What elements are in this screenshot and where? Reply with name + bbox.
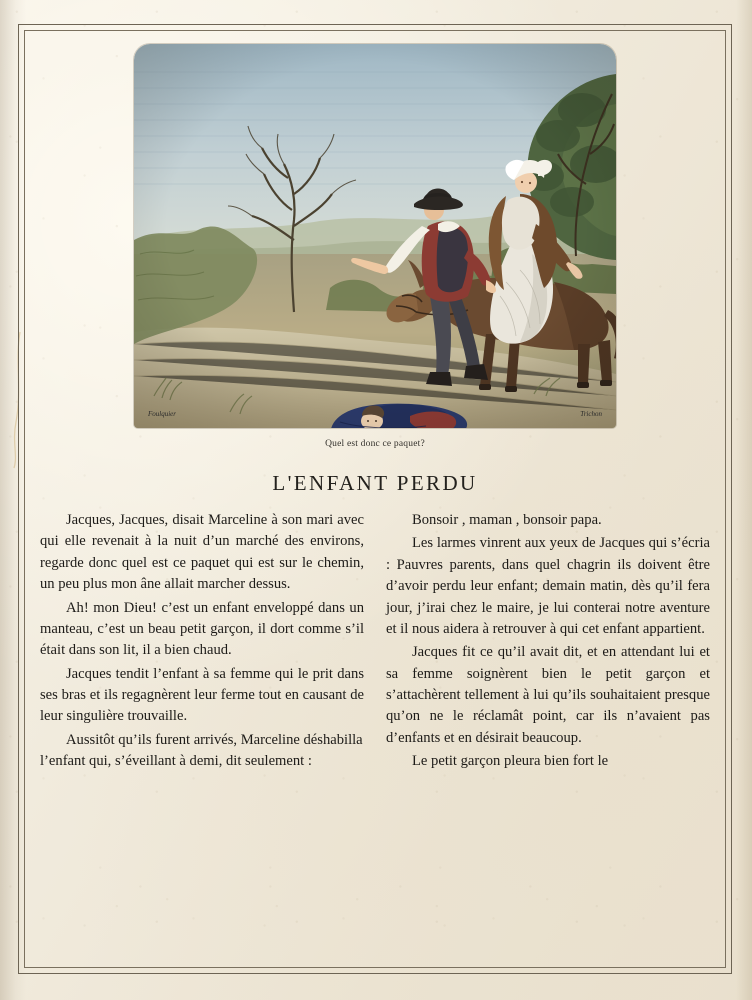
column-left — [40, 510, 364, 773]
paragraph: Le petit garçon pleura bien fort le — [412, 753, 609, 770]
illustration-block — [134, 44, 616, 449]
page-right-edge-shadow — [736, 0, 752, 1000]
paragraph: Ah! mon Dieu! c’est un enfant enveloppé dans un manteau, c’est un beau petit garçon, il dort comme s’il était dans son lit, il a bien chaud. — [40, 599, 364, 659]
paragraph: Jacques fit ce qu’il avait dit, et en attendant lui et sa femme soignèrent bien le petit garçon et s’attachèrent tellement à lui qu’ils souhaitaient presque qu’on ne le réclamât point, car ils n’avaient pas d’enfants et en désirait beaucoup. — [386, 644, 710, 746]
paragraph: Jacques tendit l’enfant à sa femme qui le prit dans ses bras et ils regagnèrent leur ferme tout en causant de leur singulière trouvaille. — [40, 665, 364, 725]
paragraph: Aussitôt qu’ils furent arrivés, Marceline déshabilla l’enfant qui, s’éveillant à demi, dit seulement : — [40, 731, 363, 770]
artist-signature-left: Foulquier — [148, 410, 176, 418]
paragraph: Jacques, Jacques, disait Marceline à son mari avec qui elle revenait à la nuit d’un marché des environs, regarde donc quel est ce paquet qui est sur le chemin, un peu plus mon âne allait marcher dessus. — [40, 512, 364, 593]
illustration-caption: Quel est donc ce paquet? — [325, 439, 425, 449]
story-title: L'ENFANT PERDU — [272, 471, 478, 495]
engraved-plate-couple-donkey-foundling — [134, 44, 616, 428]
page-content — [40, 44, 710, 954]
paragraph: Les larmes vinrent aux yeux de Jacques qui s’écria : Pauvres parents, dans quel chagrin ils doivent être d’avoir perdu leur enfant; demain matin, dès qu’il fera jour, j’irai chez le maire, je lui conterai notre aventure et il nous aidera à retrouver à qui cet enfant appartient. — [386, 535, 710, 637]
paragraph: Bonsoir , maman , bonsoir papa. — [412, 512, 602, 528]
text-columns — [40, 510, 710, 773]
engraver-signature-right: Trichon — [580, 410, 602, 418]
column-right — [386, 510, 710, 773]
